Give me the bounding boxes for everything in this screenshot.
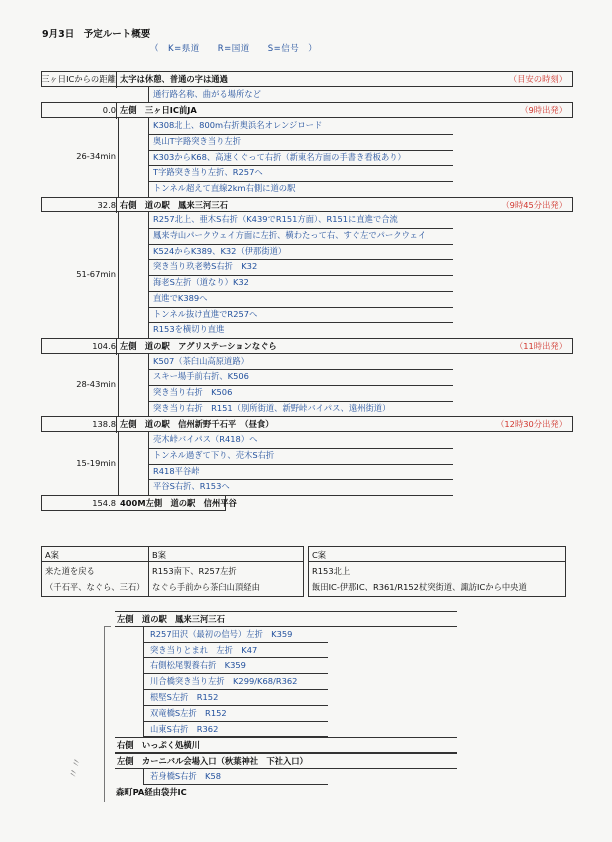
handwritten-scribble: 〃〃 <box>66 755 85 781</box>
abbreviation-legend: （ K=県道 R=国道 S=信号 ） <box>150 44 318 54</box>
distance-column-line <box>118 118 119 197</box>
route-step-row <box>41 134 573 150</box>
travel-time-range: 28-43min <box>76 379 116 389</box>
stop-distance: 32.8 <box>41 198 117 214</box>
route-step-row <box>41 275 573 291</box>
return-stop: 右側 いっぷく処横川 <box>115 737 457 753</box>
route-step-row <box>41 244 573 260</box>
return-stop: 左側 カーニバル会場入口（秋葉神社 下社入口） <box>115 753 457 769</box>
route-step-row <box>41 228 573 244</box>
route-step-row <box>41 291 573 307</box>
return-step: 根堅S左折 R152 <box>143 690 328 706</box>
route-step: T字路突き当り左折、R257へ <box>148 165 453 182</box>
route-step: 突き当り右折 R151（別所街道、新野峠バイパス、遠州街道） <box>148 401 453 418</box>
route-step: トンネル抜け直進でR257へ <box>148 307 453 324</box>
route-step: トンネル超えて直線2km右側に道の駅 <box>148 181 453 198</box>
travel-time-range: 15-19min <box>76 457 116 468</box>
travel-time-range: 51-67min <box>76 269 116 280</box>
final-stop-row <box>41 495 237 511</box>
plan-c-header: C案 <box>308 546 566 562</box>
route-step: R418平谷峠 <box>148 464 453 481</box>
time-header-note: （目安の時刻） <box>508 74 567 84</box>
stop-row <box>41 338 573 354</box>
plan-c-body <box>308 561 566 597</box>
route-step-row <box>41 369 573 385</box>
plan-c-line2: 飯田IC-伊那IC、R361/R152杖突街道、諏訪ICから中央道 <box>312 582 527 592</box>
stop-distance: 104.6 <box>41 339 117 355</box>
stop-distance: 138.8 <box>41 417 117 433</box>
distance-column-line <box>118 212 119 338</box>
route-step-row <box>41 307 573 323</box>
return-start-stop: 左側 道の駅 鳳来三河三石 <box>115 611 457 627</box>
plan-a-body <box>41 561 149 597</box>
stop-row <box>41 197 573 213</box>
route-step: スキー場手前右折、K506 <box>148 369 453 386</box>
route-step-row <box>41 401 573 417</box>
route-step: トンネル過ぎて下り、売木S右折 <box>148 448 453 465</box>
distance-column-line <box>118 432 119 495</box>
header-row <box>41 71 573 87</box>
route-step-row <box>41 322 573 338</box>
route-step-row <box>41 448 573 464</box>
route-step: K524からK389、K32（伊那街道） <box>148 244 453 261</box>
return-step: R257田沢（最初の信号）左折 K359 <box>143 627 328 643</box>
stop-name: 右側 道の駅 鳳来三河三石 <box>120 199 228 210</box>
stop-row <box>41 416 573 432</box>
route-step: 売木峠バイパス（R418）へ <box>148 432 453 449</box>
route-step: 突き当り右折 K506 <box>148 385 453 402</box>
route-step: 直進でK389へ <box>148 291 453 308</box>
route-step-row <box>41 385 573 401</box>
stop-time-note: （11時出発） <box>514 340 567 351</box>
route-step-row <box>41 354 573 370</box>
route-step: K303からK68、高速くぐって右折（新東名方面の手書き看板あり） <box>148 150 453 167</box>
route-step-row <box>41 464 573 480</box>
return-step: 若身橋S右折 K58 <box>143 769 328 785</box>
route-step: 突き当り玖老勢S右折 K32 <box>148 259 453 276</box>
stop-name: 左側 道の駅 信州新野千石平 （昼食） <box>120 419 274 430</box>
return-step: 山東S右折 R362 <box>143 722 328 738</box>
return-step: 双竜橋S左折 R152 <box>143 706 328 722</box>
return-step: 突き当りとまれ 左折 K47 <box>143 643 328 659</box>
plan-a-line2: （千石平、なぐら、三石） <box>45 582 145 592</box>
plan-c-line1: R153北上 <box>312 566 351 576</box>
stop-time-note: （9時出発） <box>520 105 567 116</box>
plan-b-line2: なぐら手前から茶臼山頂経由 <box>152 582 260 592</box>
route-step: R153を横切り直進 <box>148 322 453 339</box>
stop-name: 左側 三ヶ日IC前JA <box>120 105 197 116</box>
return-step: 川合橋突き当り左折 K299/K68/R362 <box>143 674 328 690</box>
route-step: 奥山T字路突き当り左折 <box>148 134 453 151</box>
route-step-row <box>41 118 573 134</box>
route-step-row <box>41 212 573 228</box>
header-sub-row <box>41 87 573 103</box>
page-title: 9月3日 予定ルート概要 <box>42 29 151 40</box>
distance-column-line <box>118 354 119 417</box>
route-step: 海老S左折（道なり）K32 <box>148 275 453 292</box>
plan-b-body <box>148 561 304 597</box>
route-step: K507（茶臼山高原道路） <box>148 354 453 371</box>
stop-time-note: （12時30分出発） <box>496 419 567 430</box>
route-step: R257北上、亜木S右折（K439でR151方面）、R151に直進で合流 <box>148 212 453 229</box>
plan-a-header: A案 <box>41 546 149 562</box>
stop-distance: 0.0 <box>41 103 117 119</box>
route-step-row <box>41 479 573 495</box>
return-step: 右側松尾製養右折 K359 <box>143 658 328 674</box>
stop-row <box>41 102 573 118</box>
plan-b-header: B案 <box>148 546 304 562</box>
return-route-table <box>103 611 445 801</box>
final-distance: 154.8 <box>92 497 116 508</box>
stop-time-note: （9時45分出発） <box>501 199 567 210</box>
route-step: K308北上、800m右折奥浜名オレンジロード <box>148 118 453 135</box>
distance-header: 三ヶ日ICからの距離 <box>41 72 117 88</box>
header-text: 太字は休憩、普通の字は通過 <box>120 74 228 84</box>
header-sub-text: 通行路名称、曲がる場所など <box>148 87 453 104</box>
return-end: 森町PA経由袋井IC <box>116 786 187 797</box>
route-step: 鳳来寺山パークウェイ方面に左折、横わたって右、すぐ左でパークウェイ <box>148 228 453 245</box>
plan-b-line1: R153南下、R257左折 <box>152 566 237 576</box>
stop-name: 左側 道の駅 アグリステーションなぐら <box>120 340 277 351</box>
travel-time-range: 26-34min <box>76 151 116 162</box>
route-step-row <box>41 165 573 181</box>
final-stop-name: 400M左側 道の駅 信州平谷 <box>120 497 237 508</box>
route-step-row <box>41 432 573 448</box>
route-step-row <box>41 150 573 166</box>
route-step-row <box>41 259 573 275</box>
plan-a-line1: 来た道を戻る <box>45 566 95 576</box>
route-step-row <box>41 181 573 197</box>
route-step: 平谷S右折、R153へ <box>148 479 453 496</box>
